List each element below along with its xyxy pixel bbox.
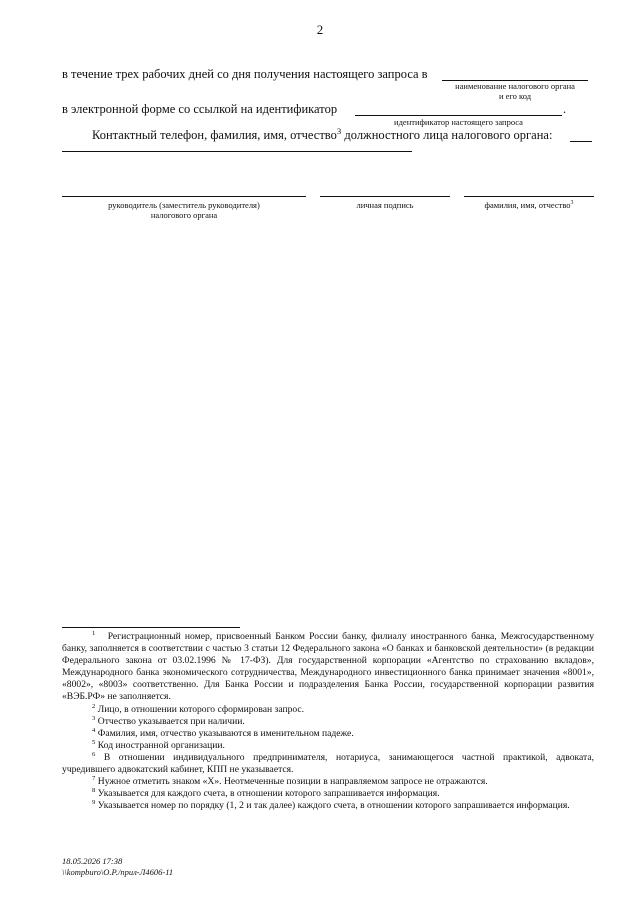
personal-signature-line[interactable]	[320, 196, 450, 197]
footnote-8: $^8$ Указывается для каждого счета, в отношении которого запрашивается информация.	[92, 787, 440, 800]
head-caption: руководитель (заместитель руководителя) налогового органа	[108, 200, 260, 220]
footnotes	[62, 631, 594, 812]
footnote-3: $^3$ Отчество указывается при наличии.	[92, 714, 245, 727]
electronic-form-text: в электронной форме со ссылкой на идентификатор	[62, 102, 338, 116]
contact-field[interactable]	[62, 151, 412, 152]
contact-field-end[interactable]	[570, 141, 592, 142]
footnote-6: $^6$ В отношении индивидуального предпринимателя, нотариуса, занимающегося частной практикой, адвоката, учредившего адвокатский кабинет, КПП не указывается.	[62, 750, 595, 776]
name-signature-line[interactable]	[464, 196, 594, 197]
tax-authority-caption: наименование налогового органа и его код	[455, 81, 575, 101]
footer-datetime: 18.05.2026 17:38	[62, 856, 123, 866]
request-period-text: в течение трех рабочих дней со дня получения настоящего запроса в	[62, 67, 428, 81]
request-id-field[interactable]	[355, 115, 562, 116]
head-signature-line[interactable]	[62, 196, 306, 197]
footnote-9: $^9$ Указывается номер по порядку (1, 2 и так далее) каждого счета, в отношении которого запрашивается информация.	[92, 799, 570, 812]
name-caption: фамилия, имя, отчество$^3$	[484, 200, 574, 210]
footer-path: \\kompburo\О.Р./прил-Л4606-11	[62, 867, 174, 877]
footer	[62, 856, 173, 878]
footnote-5: $^5$ Код иностранной организации.	[92, 738, 225, 751]
footnote-1: $^1$ Регистрационный номер, присвоенный Банком России банку, филиалу иностранного банка, Межгосударственному банку, заполняется в соответствии с частью 3 статьи 12 Федерального закона «О банках и банковской деятельности» (в редакции Федерального закона от 03.02.1996 № 17-ФЗ). Для государственной корпорации «Агентство по страхованию вкладов», Международного банка экономического сотрудничества, Международного инвестиционного банка принимает значения «8001», «8002», «8003» соответственно. Для Банка России и подразделения Банка России, государственной корпорации развития «ВЭБ.РФ» не заполняется.	[62, 629, 594, 703]
line2-period: .	[563, 102, 567, 116]
footnote-7: $^7$ Нужное отметить знаком «X». Неотмеченные позиции в направляемом запросе не отражаются.	[92, 774, 488, 788]
footnote-2: $^2$ Лицо, в отношении которого сформирован запрос.	[92, 702, 305, 715]
request-id-caption: идентификатор настоящего запроса	[394, 117, 523, 127]
footnote-separator	[62, 627, 240, 628]
page-number: 2	[316, 22, 324, 37]
personal-signature-caption: личная подпись	[356, 200, 414, 210]
footnote-4: $^4$ Фамилия, имя, отчество указываются в именительном падеже.	[92, 726, 354, 739]
contact-label: Контактный телефон, фамилия, имя, отчество$^3$ должностного лица налогового органа:	[92, 125, 553, 142]
